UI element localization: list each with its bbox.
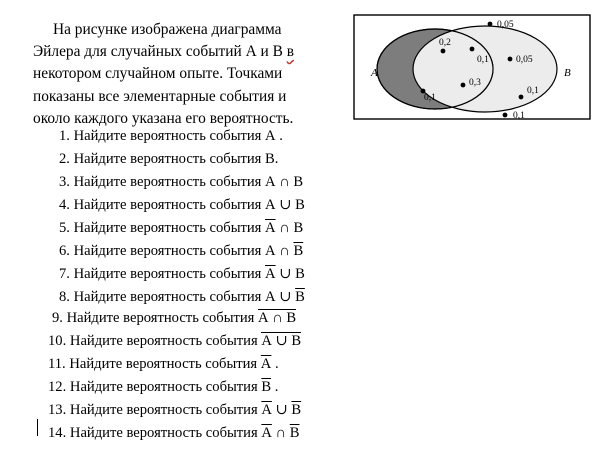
task-number: 12. xyxy=(48,379,67,395)
point-outside-bottom xyxy=(503,113,508,118)
complement-a: А xyxy=(260,356,272,372)
intro-line-3: некотором случайном опыте. Точками xyxy=(33,65,283,83)
text-cursor xyxy=(37,419,38,436)
set-b: В xyxy=(293,220,304,236)
problem-statement xyxy=(33,19,348,130)
task-number: 8. xyxy=(59,289,70,305)
complement-b: В xyxy=(293,243,304,259)
task-item xyxy=(59,242,303,260)
task-item xyxy=(48,332,301,350)
task-item xyxy=(59,196,305,214)
set-a: А xyxy=(265,289,276,305)
task-text: Найдите вероятность события xyxy=(69,356,261,372)
task-number: 9. xyxy=(52,310,63,326)
task-text: Найдите вероятность события xyxy=(73,151,266,167)
operator: ∪ xyxy=(275,289,296,305)
task-text: Найдите вероятность события xyxy=(73,174,266,190)
task-number: 6. xyxy=(59,243,70,259)
task-text: Найдите вероятность события xyxy=(73,289,266,305)
task-number: 13. xyxy=(48,402,67,418)
complement-a: А xyxy=(261,425,272,441)
intro-line-1: На рисунке изображена диаграмма xyxy=(53,21,282,38)
task-text: Найдите вероятность события xyxy=(69,333,262,349)
task-text: Найдите вероятность события xyxy=(69,379,262,395)
task-item xyxy=(59,288,305,306)
task-item xyxy=(48,401,301,419)
task-tail: . xyxy=(271,356,279,372)
set-a: А xyxy=(265,243,276,259)
set-b-label: B xyxy=(564,67,571,79)
intro-line-2-text: Эйлера для случайных событий А и В xyxy=(33,43,287,61)
prob-a-only-top: 0,2 xyxy=(439,38,451,48)
task-item xyxy=(59,150,278,168)
spellcheck-word: в xyxy=(286,43,295,61)
task-text: Найдите вероятность события xyxy=(73,128,266,144)
point-b-only-right xyxy=(508,57,513,62)
task-item xyxy=(59,265,305,283)
complement-b: В xyxy=(261,379,272,395)
task-expression: А . xyxy=(265,128,283,144)
task-number: 3. xyxy=(59,174,70,190)
operator: ∪ xyxy=(275,266,296,282)
task-number: 1. xyxy=(59,128,70,144)
task-item xyxy=(59,127,283,145)
task-text: Найдите вероятность события xyxy=(69,402,262,418)
complement-expression: А ∩ В xyxy=(258,310,297,326)
complement-b: В xyxy=(295,289,305,305)
prob-b-only-right: 0,05 xyxy=(516,55,533,65)
operator: ∩ xyxy=(275,220,294,236)
set-b: В xyxy=(295,266,305,282)
point-outside-top xyxy=(488,22,493,27)
task-number: 7. xyxy=(59,266,70,282)
task-number: 5. xyxy=(59,220,70,236)
complement-a: А xyxy=(265,220,276,236)
set-a-label: A xyxy=(371,67,378,79)
task-item xyxy=(59,219,303,237)
task-text: Найдите вероятность события xyxy=(73,243,266,259)
prob-b-only-bottom: 0,1 xyxy=(527,86,539,96)
prob-intersection-top: 0,1 xyxy=(477,55,489,65)
operator: ∩ xyxy=(271,425,290,441)
task-text: Найдите вероятность события xyxy=(69,425,262,441)
point-intersection-bottom xyxy=(461,83,466,88)
task-text: Найдите вероятность события xyxy=(73,220,266,236)
prob-outside-bottom: 0,1 xyxy=(513,111,525,121)
point-intersection-top xyxy=(470,47,475,52)
task-number: 2. xyxy=(59,151,70,167)
prob-a-only-bottom: 0,1 xyxy=(424,93,436,103)
task-number: 10. xyxy=(48,333,67,349)
euler-diagram xyxy=(353,14,591,122)
complement-a: А xyxy=(261,402,272,418)
operator: ∩ xyxy=(275,243,294,259)
task-number: 4. xyxy=(59,197,70,213)
complement-a: А xyxy=(265,266,276,282)
complement-b: В xyxy=(289,425,300,441)
task-item xyxy=(48,355,279,373)
point-b-only-bottom xyxy=(519,95,524,100)
task-expression: В. xyxy=(265,151,279,167)
complement-b: В xyxy=(291,402,302,418)
task-item xyxy=(52,309,296,327)
intro-line-2 xyxy=(33,41,348,63)
task-item xyxy=(48,424,299,442)
task-number: 11. xyxy=(48,356,66,372)
task-tail: . xyxy=(271,379,279,395)
task-item xyxy=(48,378,278,396)
task-number: 14. xyxy=(48,425,67,441)
intro-line-5: около каждого указана его вероятность. xyxy=(33,109,294,127)
prob-intersection-bottom: 0,3 xyxy=(469,78,481,88)
task-expression: А ∩ В xyxy=(265,174,304,190)
point-a-only-top xyxy=(441,49,446,54)
task-expression: А ∪ В xyxy=(265,197,305,213)
task-text: Найдите вероятность события xyxy=(73,266,266,282)
task-text: Найдите вероятность события xyxy=(66,310,259,326)
complement-expression: А ∪ В xyxy=(261,333,302,349)
task-item xyxy=(59,173,303,191)
intro-line-4: показаны все элементарные события и xyxy=(33,87,287,105)
operator: ∪ xyxy=(271,402,292,418)
prob-outside-top: 0,05 xyxy=(497,20,514,30)
task-text: Найдите вероятность события xyxy=(73,197,266,213)
